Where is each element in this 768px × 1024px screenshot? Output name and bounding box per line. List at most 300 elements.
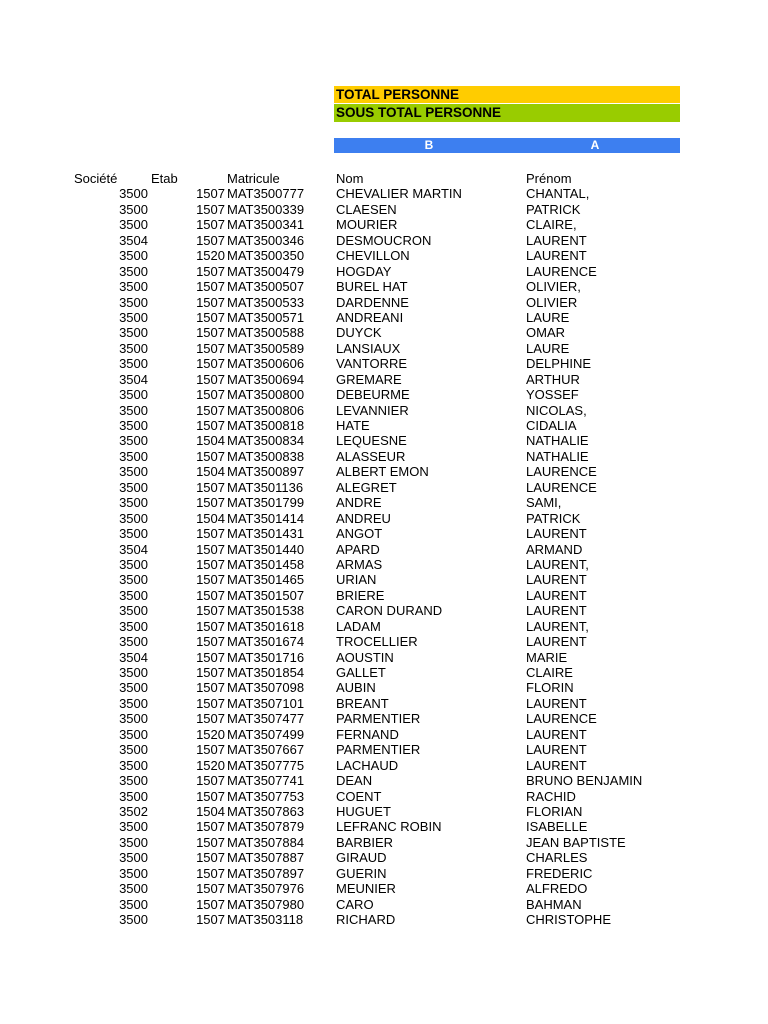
cell-nom: BARBIER	[336, 834, 394, 850]
cell-etab: 1507	[196, 371, 225, 387]
table-row	[0, 758, 768, 773]
cell-prenom: BAHMAN	[526, 896, 582, 912]
cell-nom: ARMAS	[336, 556, 383, 572]
cell-nom: PARMENTIER	[336, 711, 421, 727]
cell-etab: 1507	[196, 665, 225, 680]
cell-prenom: LAURENCE	[526, 711, 597, 727]
cell-nom: CHEVILLON	[336, 248, 410, 264]
cell-etab: 1507	[196, 309, 225, 325]
table-row	[0, 372, 768, 387]
total-personne-label: TOTAL PERSONNE	[336, 87, 460, 102]
table-row	[0, 511, 768, 526]
cell-matricule: MAT3501716	[227, 649, 305, 665]
cell-societe: 3502	[119, 803, 148, 819]
cell-prenom: LAURENT	[526, 634, 587, 650]
table-row	[0, 650, 768, 665]
cell-nom: DEAN	[336, 773, 373, 789]
cell-matricule: MAT3501414	[227, 510, 305, 526]
cell-etab: 1507	[196, 387, 225, 403]
cell-matricule: MAT3500346	[227, 232, 305, 248]
cell-etab: 1520	[196, 726, 225, 742]
table-row	[0, 341, 768, 356]
cell-prenom: NATHALIE	[526, 448, 589, 464]
cell-matricule: MAT3500694	[227, 371, 305, 387]
cell-etab: 1507	[196, 479, 225, 495]
table-row	[0, 819, 768, 834]
cell-prenom: BRUNO BENJAMIN	[526, 773, 643, 789]
cell-nom: LADAM	[336, 618, 381, 634]
column-letter-a: A	[590, 138, 600, 152]
cell-etab: 1507	[196, 201, 225, 217]
cell-matricule: MAT3500339	[227, 201, 305, 217]
table-row	[0, 418, 768, 433]
cell-nom: DARDENNE	[336, 294, 409, 310]
employee-table	[0, 171, 768, 927]
cell-societe: 3504	[119, 371, 148, 387]
cell-matricule: MAT3507976	[227, 881, 305, 897]
cell-nom: CARON DURAND	[336, 603, 443, 619]
table-row	[0, 557, 768, 572]
cell-nom: CHEVALIER MARTIN	[336, 186, 462, 202]
cell-societe: 3500	[119, 556, 148, 572]
cell-matricule: MAT3507098	[227, 680, 305, 696]
cell-etab: 1507	[196, 325, 225, 341]
table-row	[0, 264, 768, 279]
cell-etab: 1507	[196, 896, 225, 912]
cell-nom: LANSIAUX	[336, 340, 401, 356]
cell-nom: URIAN	[336, 572, 377, 588]
cell-matricule: MAT3503118	[227, 912, 304, 927]
cell-etab: 1507	[196, 587, 225, 603]
cell-etab: 1507	[196, 279, 225, 295]
cell-societe: 3500	[119, 526, 148, 542]
table-row	[0, 881, 768, 896]
cell-etab: 1507	[196, 340, 225, 356]
cell-societe: 3500	[119, 402, 148, 418]
cell-etab: 1507	[196, 680, 225, 696]
cell-nom: HUGUET	[336, 803, 391, 819]
cell-prenom: LAURENT,	[526, 556, 589, 572]
cell-societe: 3500	[119, 865, 148, 881]
cell-etab: 1507	[196, 402, 225, 418]
cell-prenom: OMAR	[526, 325, 565, 341]
cell-matricule: MAT3501458	[227, 556, 305, 572]
total-personne-band	[334, 86, 680, 103]
cell-societe: 3504	[119, 232, 148, 248]
table-body	[0, 186, 768, 927]
cell-societe: 3500	[119, 309, 148, 325]
table-row	[0, 634, 768, 649]
cell-prenom: OLIVIER,	[526, 279, 581, 295]
cell-matricule: MAT3501465	[227, 572, 305, 588]
table-row	[0, 789, 768, 804]
cell-prenom: FLORIN	[526, 680, 574, 696]
cell-societe: 3500	[119, 279, 148, 295]
table-row	[0, 403, 768, 418]
cell-societe: 3500	[119, 448, 148, 464]
cell-nom: CARO	[336, 896, 374, 912]
cell-societe: 3500	[119, 433, 148, 449]
cell-nom: ANGOT	[336, 526, 383, 542]
cell-societe: 3500	[119, 834, 148, 850]
cell-societe: 3500	[119, 881, 148, 897]
cell-nom: VANTORRE	[336, 356, 408, 372]
cell-societe: 3500	[119, 217, 148, 233]
table-row	[0, 310, 768, 325]
cell-prenom: FLORIAN	[526, 803, 583, 819]
table-row	[0, 912, 768, 927]
header-matricule: Matricule	[227, 171, 280, 186]
cell-societe: 3500	[119, 896, 148, 912]
cell-societe: 3500	[119, 340, 148, 356]
cell-nom: GIRAUD	[336, 850, 387, 866]
cell-prenom: LAURENT	[526, 742, 587, 758]
table-row	[0, 619, 768, 634]
table-row	[0, 186, 768, 201]
cell-prenom: CHARLES	[526, 850, 588, 866]
cell-prenom: CHANTAL,	[526, 186, 590, 202]
cell-matricule: MAT3501431	[227, 526, 305, 542]
cell-matricule: MAT3500806	[227, 402, 305, 418]
cell-etab: 1507	[196, 186, 225, 202]
cell-societe: 3500	[119, 603, 148, 619]
cell-matricule: MAT3500341	[227, 217, 305, 233]
table-row	[0, 773, 768, 788]
cell-nom: TROCELLIER	[336, 634, 418, 650]
cell-matricule: MAT3507477	[227, 711, 305, 727]
cell-nom: DESMOUCRON	[336, 232, 432, 248]
table-row	[0, 449, 768, 464]
cell-societe: 3500	[119, 263, 148, 279]
cell-societe: 3500	[119, 479, 148, 495]
cell-matricule: MAT3500571	[227, 309, 305, 325]
cell-prenom: LAURENT	[526, 232, 587, 248]
table-row	[0, 866, 768, 881]
cell-etab: 1504	[196, 803, 225, 819]
cell-etab: 1507	[196, 865, 225, 881]
table-row	[0, 387, 768, 402]
cell-prenom: RACHID	[526, 788, 576, 804]
cell-nom: ALEGRET	[336, 479, 397, 495]
cell-nom: GREMARE	[336, 371, 402, 387]
cell-etab: 1507	[196, 618, 225, 634]
cell-etab: 1507	[196, 603, 225, 619]
table-row	[0, 295, 768, 310]
header-etab: Etab	[151, 171, 178, 186]
cell-prenom: SAMI,	[526, 495, 562, 511]
cell-matricule: MAT3507741	[227, 773, 305, 789]
cell-prenom: PATRICK	[526, 510, 581, 526]
cell-nom: BREANT	[336, 695, 389, 711]
cell-matricule: MAT3501799	[227, 495, 305, 511]
table-row	[0, 711, 768, 726]
cell-prenom: DELPHINE	[526, 356, 592, 372]
cell-nom: MEUNIER	[336, 881, 396, 897]
cell-nom: LEQUESNE	[336, 433, 407, 449]
column-letter-bar	[334, 138, 680, 153]
table-row	[0, 897, 768, 912]
cell-etab: 1507	[196, 526, 225, 542]
cell-etab: 1507	[196, 448, 225, 464]
cell-etab: 1507	[196, 263, 225, 279]
cell-societe: 3500	[119, 464, 148, 480]
cell-nom: ANDRE	[336, 495, 382, 511]
table-row	[0, 279, 768, 294]
cell-matricule: MAT3500897	[227, 464, 305, 480]
table-row	[0, 588, 768, 603]
cell-etab: 1504	[196, 510, 225, 526]
cell-societe: 3500	[119, 325, 148, 341]
sous-total-personne-label: SOUS TOTAL PERSONNE	[336, 105, 502, 120]
table-row	[0, 603, 768, 618]
cell-matricule: MAT3500834	[227, 433, 305, 449]
cell-matricule: MAT3507499	[227, 726, 305, 742]
table-row	[0, 835, 768, 850]
cell-societe: 3500	[119, 294, 148, 310]
cell-nom: AOUSTIN	[336, 649, 394, 665]
cell-societe: 3500	[119, 572, 148, 588]
table-row	[0, 248, 768, 263]
table-row	[0, 727, 768, 742]
cell-matricule: MAT3501674	[227, 634, 305, 650]
cell-etab: 1507	[196, 742, 225, 758]
table-header-row	[0, 171, 768, 186]
cell-nom: ANDREANI	[336, 309, 404, 325]
table-row	[0, 325, 768, 340]
cell-prenom: CLAIRE,	[526, 217, 577, 233]
cell-prenom: LAURENT	[526, 526, 587, 542]
cell-prenom: LAURENT	[526, 695, 587, 711]
cell-prenom: LAURENT	[526, 603, 587, 619]
cell-etab: 1504	[196, 464, 225, 480]
table-row	[0, 572, 768, 587]
cell-prenom: NATHALIE	[526, 433, 589, 449]
cell-prenom: LAURE	[526, 340, 570, 356]
cell-prenom: LAURE	[526, 309, 570, 325]
table-row	[0, 495, 768, 510]
cell-societe: 3500	[119, 248, 148, 264]
cell-matricule: MAT3507667	[227, 742, 305, 758]
cell-societe: 3500	[119, 819, 148, 835]
cell-societe: 3500	[119, 201, 148, 217]
cell-prenom: ARMAND	[526, 541, 583, 557]
cell-nom: AUBIN	[336, 680, 376, 696]
cell-prenom: PATRICK	[526, 201, 581, 217]
cell-nom: GALLET	[336, 665, 386, 680]
cell-nom: DEBEURME	[336, 387, 410, 403]
cell-etab: 1520	[196, 757, 225, 773]
cell-nom: PARMENTIER	[336, 742, 421, 758]
cell-etab: 1507	[196, 881, 225, 897]
cell-prenom: LAURENT	[526, 726, 587, 742]
cell-matricule: MAT3507879	[227, 819, 305, 835]
cell-nom: COENT	[336, 788, 382, 804]
cell-societe: 3504	[119, 649, 148, 665]
cell-nom: HOGDAY	[336, 263, 392, 279]
cell-societe: 3500	[119, 618, 148, 634]
cell-prenom: CLAIRE	[526, 665, 573, 680]
cell-societe: 3500	[119, 495, 148, 511]
cell-societe: 3500	[119, 418, 148, 433]
cell-nom: BRIERE	[336, 587, 385, 603]
cell-prenom: LAURENT	[526, 587, 587, 603]
cell-prenom: YOSSEF	[526, 387, 579, 403]
cell-matricule: MAT3500479	[227, 263, 305, 279]
cell-matricule: MAT3507887	[227, 850, 305, 866]
cell-matricule: MAT3500606	[227, 356, 305, 372]
cell-etab: 1507	[196, 695, 225, 711]
cell-prenom: LAURENT	[526, 572, 587, 588]
cell-societe: 3504	[119, 541, 148, 557]
cell-etab: 1507	[196, 634, 225, 650]
cell-etab: 1507	[196, 294, 225, 310]
cell-societe: 3500	[119, 788, 148, 804]
cell-matricule: MAT3501440	[227, 541, 305, 557]
cell-etab: 1507	[196, 819, 225, 835]
cell-matricule: MAT3500818	[227, 418, 305, 433]
cell-societe: 3500	[119, 711, 148, 727]
cell-matricule: MAT3500800	[227, 387, 305, 403]
table-row	[0, 480, 768, 495]
cell-societe: 3500	[119, 587, 148, 603]
cell-prenom: LAURENT	[526, 757, 587, 773]
table-row	[0, 356, 768, 371]
table-row	[0, 804, 768, 819]
cell-nom: ANDREU	[336, 510, 391, 526]
cell-etab: 1507	[196, 232, 225, 248]
cell-prenom: LAURENCE	[526, 263, 597, 279]
cell-societe: 3500	[119, 186, 148, 202]
cell-etab: 1507	[196, 217, 225, 233]
table-row	[0, 202, 768, 217]
column-letter-b: B	[424, 138, 434, 152]
cell-nom: LEVANNIER	[336, 402, 409, 418]
header-prenom: Prénom	[526, 171, 572, 186]
cell-societe: 3500	[119, 510, 148, 526]
cell-prenom: LAURENT,	[526, 618, 589, 634]
cell-matricule: MAT3501618	[227, 618, 305, 634]
cell-etab: 1507	[196, 556, 225, 572]
cell-matricule: MAT3507884	[227, 834, 305, 850]
cell-etab: 1507	[196, 912, 225, 927]
cell-matricule: MAT3507897	[227, 865, 305, 881]
cell-societe: 3500	[119, 726, 148, 742]
table-row	[0, 217, 768, 232]
cell-etab: 1507	[196, 773, 225, 789]
cell-matricule: MAT3500350	[227, 248, 305, 264]
cell-etab: 1507	[196, 541, 225, 557]
cell-nom: CLAESEN	[336, 201, 397, 217]
table-row	[0, 464, 768, 479]
cell-prenom: JEAN BAPTISTE	[526, 834, 626, 850]
cell-societe: 3500	[119, 912, 148, 927]
cell-matricule: MAT3507980	[227, 896, 305, 912]
cell-matricule: MAT3507775	[227, 757, 305, 773]
cell-prenom: LAURENT	[526, 248, 587, 264]
cell-societe: 3500	[119, 773, 148, 789]
cell-nom: RICHARD	[336, 912, 396, 927]
cell-prenom: LAURENCE	[526, 464, 597, 480]
cell-nom: FERNAND	[336, 726, 399, 742]
cell-matricule: MAT3507753	[227, 788, 305, 804]
table-row	[0, 433, 768, 448]
sous-total-personne-band	[334, 104, 680, 122]
cell-matricule: MAT3500777	[227, 186, 305, 202]
cell-matricule: MAT3507101	[227, 695, 305, 711]
cell-societe: 3500	[119, 387, 148, 403]
header-societe: Société	[74, 171, 118, 186]
cell-nom: LEFRANC ROBIN	[336, 819, 442, 835]
cell-matricule: MAT3500507	[227, 279, 305, 295]
cell-etab: 1507	[196, 356, 225, 372]
cell-etab: 1507	[196, 711, 225, 727]
cell-prenom: OLIVIER	[526, 294, 578, 310]
cell-prenom: ALFREDO	[526, 881, 588, 897]
table-row	[0, 742, 768, 757]
cell-societe: 3500	[119, 634, 148, 650]
cell-etab: 1507	[196, 850, 225, 866]
cell-etab: 1520	[196, 248, 225, 264]
cell-matricule: MAT3500533	[227, 294, 305, 310]
table-row	[0, 850, 768, 865]
cell-etab: 1507	[196, 572, 225, 588]
cell-etab: 1507	[196, 649, 225, 665]
cell-prenom: ISABELLE	[526, 819, 588, 835]
cell-nom: BUREL HAT	[336, 279, 408, 295]
cell-nom: HATE	[336, 418, 370, 433]
table-row	[0, 696, 768, 711]
cell-societe: 3500	[119, 850, 148, 866]
cell-societe: 3500	[119, 695, 148, 711]
cell-prenom: NICOLAS,	[526, 402, 587, 418]
cell-nom: ALASSEUR	[336, 448, 406, 464]
cell-matricule: MAT3500838	[227, 448, 305, 464]
cell-societe: 3500	[119, 742, 148, 758]
cell-prenom: LAURENCE	[526, 479, 597, 495]
cell-societe: 3500	[119, 665, 148, 680]
cell-societe: 3500	[119, 356, 148, 372]
cell-matricule: MAT3500589	[227, 340, 305, 356]
cell-nom: GUERIN	[336, 865, 387, 881]
table-row	[0, 526, 768, 541]
cell-prenom: MARIE	[526, 649, 568, 665]
cell-nom: MOURIER	[336, 217, 398, 233]
cell-matricule: MAT3500588	[227, 325, 305, 341]
table-row	[0, 680, 768, 695]
cell-societe: 3500	[119, 680, 148, 696]
cell-matricule: MAT3501538	[227, 603, 305, 619]
cell-prenom: FREDERIC	[526, 865, 593, 881]
table-row	[0, 233, 768, 248]
cell-prenom: ARTHUR	[526, 371, 580, 387]
cell-prenom: CIDALIA	[526, 418, 577, 433]
cell-etab: 1504	[196, 433, 225, 449]
cell-etab: 1507	[196, 495, 225, 511]
cell-etab: 1507	[196, 834, 225, 850]
header-nom: Nom	[336, 171, 364, 186]
cell-societe: 3500	[119, 757, 148, 773]
cell-nom: APARD	[336, 541, 380, 557]
cell-matricule: MAT3501854	[227, 665, 305, 680]
cell-nom: LACHAUD	[336, 757, 399, 773]
table-row	[0, 542, 768, 557]
cell-prenom: CHRISTOPHE	[526, 912, 611, 927]
cell-matricule: MAT3507863	[227, 803, 305, 819]
cell-matricule: MAT3501136	[227, 479, 304, 495]
cell-etab: 1507	[196, 418, 225, 433]
cell-etab: 1507	[196, 788, 225, 804]
cell-nom: ALBERT EMON	[336, 464, 429, 480]
